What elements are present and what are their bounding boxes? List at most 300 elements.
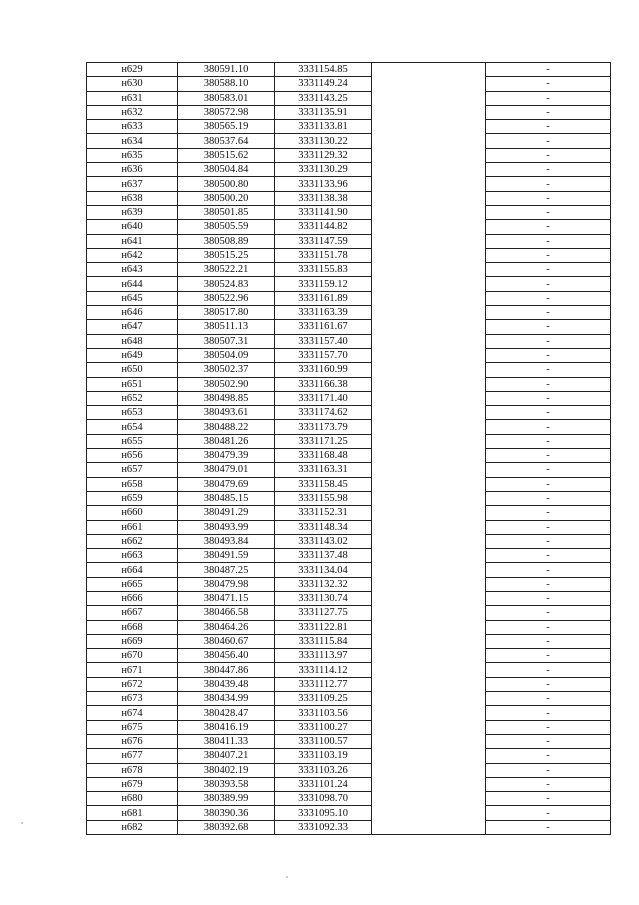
x-coordinate-cell: 380517.80 [178,306,275,320]
table-row [87,306,611,320]
y-coordinate-cell: 3331147.59 [275,234,372,248]
x-coordinate-cell: 380481.26 [178,434,275,448]
dash-cell: - [486,806,611,820]
dash-cell: - [486,591,611,605]
point-id-cell: н679 [87,777,178,791]
x-coordinate-cell: 380591.10 [178,63,275,77]
point-id-cell: н656 [87,449,178,463]
y-coordinate-cell: 3331173.79 [275,420,372,434]
point-id-cell: н672 [87,677,178,691]
x-coordinate-cell: 380515.62 [178,148,275,162]
table-row [87,148,611,162]
point-id-cell: н659 [87,491,178,505]
point-id-cell: н630 [87,77,178,91]
table-row [87,163,611,177]
y-coordinate-cell: 3331103.26 [275,763,372,777]
blank-cell [372,534,486,548]
y-coordinate-cell: 3331130.74 [275,591,372,605]
dash-cell: - [486,63,611,77]
x-coordinate-cell: 380565.19 [178,120,275,134]
x-coordinate-cell: 380572.98 [178,105,275,119]
point-id-cell: н637 [87,177,178,191]
y-coordinate-cell: 3331158.45 [275,477,372,491]
blank-cell [372,248,486,262]
table-row [87,649,611,663]
table-row [87,634,611,648]
dash-cell: - [486,205,611,219]
blank-cell [372,363,486,377]
point-id-cell: н662 [87,534,178,548]
point-id-cell: н632 [87,105,178,119]
y-coordinate-cell: 3331132.32 [275,577,372,591]
x-coordinate-cell: 380491.29 [178,506,275,520]
dash-cell: - [486,720,611,734]
table-row [87,205,611,219]
blank-cell [372,377,486,391]
point-id-cell: н644 [87,277,178,291]
point-id-cell: н676 [87,734,178,748]
dash-cell: - [486,91,611,105]
blank-cell [372,463,486,477]
y-coordinate-cell: 3331115.84 [275,634,372,648]
x-coordinate-cell: 380471.15 [178,591,275,605]
dash-cell: - [486,491,611,505]
point-id-cell: н670 [87,649,178,663]
blank-cell [372,148,486,162]
point-id-cell: н639 [87,205,178,219]
y-coordinate-cell: 3331113.97 [275,649,372,663]
dash-cell: - [486,749,611,763]
blank-cell [372,163,486,177]
x-coordinate-cell: 380479.98 [178,577,275,591]
y-coordinate-cell: 3331129.32 [275,148,372,162]
dash-cell: - [486,734,611,748]
blank-cell [372,663,486,677]
blank-cell [372,120,486,134]
dash-cell: - [486,463,611,477]
blank-cell [372,91,486,105]
y-coordinate-cell: 3331171.25 [275,434,372,448]
x-coordinate-cell: 380479.39 [178,449,275,463]
table-row [87,391,611,405]
y-coordinate-cell: 3331133.81 [275,120,372,134]
dash-cell: - [486,434,611,448]
x-coordinate-cell: 380392.68 [178,820,275,834]
point-id-cell: н677 [87,749,178,763]
point-id-cell: н651 [87,377,178,391]
point-id-cell: н682 [87,820,178,834]
x-coordinate-cell: 380389.99 [178,792,275,806]
table-row [87,663,611,677]
x-coordinate-cell: 380502.90 [178,377,275,391]
point-id-cell: н660 [87,506,178,520]
table-row [87,734,611,748]
blank-cell [372,506,486,520]
table-row [87,63,611,77]
point-id-cell: н655 [87,434,178,448]
dash-cell: - [486,263,611,277]
table-row [87,806,611,820]
point-id-cell: н647 [87,320,178,334]
dash-cell: - [486,506,611,520]
blank-cell [372,105,486,119]
x-coordinate-cell: 380505.59 [178,220,275,234]
blank-cell [372,234,486,248]
table-row [87,749,611,763]
x-coordinate-cell: 380411.33 [178,734,275,748]
y-coordinate-cell: 3331122.81 [275,620,372,634]
blank-cell [372,63,486,77]
dash-cell: - [486,606,611,620]
blank-cell [372,306,486,320]
y-coordinate-cell: 3331163.39 [275,306,372,320]
y-coordinate-cell: 3331092.33 [275,820,372,834]
point-id-cell: н645 [87,291,178,305]
table-row [87,563,611,577]
x-coordinate-cell: 380439.48 [178,677,275,691]
blank-cell [372,720,486,734]
table-row [87,577,611,591]
x-coordinate-cell: 380447.86 [178,663,275,677]
x-coordinate-cell: 380583.01 [178,91,275,105]
y-coordinate-cell: 3331127.75 [275,606,372,620]
x-coordinate-cell: 380501.85 [178,205,275,219]
dash-cell: - [486,577,611,591]
blank-cell [372,749,486,763]
point-id-cell: н663 [87,549,178,563]
x-coordinate-cell: 380500.80 [178,177,275,191]
table-row [87,720,611,734]
dash-cell: - [486,148,611,162]
dash-cell: - [486,706,611,720]
table-row [87,677,611,691]
blank-cell [372,591,486,605]
table-row [87,248,611,262]
y-coordinate-cell: 3331143.25 [275,91,372,105]
y-coordinate-cell: 3331157.70 [275,348,372,362]
y-coordinate-cell: 3331100.57 [275,734,372,748]
point-id-cell: н654 [87,420,178,434]
x-coordinate-cell: 380491.59 [178,549,275,563]
x-coordinate-cell: 380479.01 [178,463,275,477]
point-id-cell: н674 [87,706,178,720]
dash-cell: - [486,363,611,377]
table-row [87,291,611,305]
x-coordinate-cell: 380479.69 [178,477,275,491]
scan-speck [286,876,288,878]
point-id-cell: н642 [87,248,178,262]
blank-cell [372,820,486,834]
point-id-cell: н668 [87,620,178,634]
scan-speck [21,822,23,824]
dash-cell: - [486,120,611,134]
dash-cell: - [486,792,611,806]
blank-cell [372,706,486,720]
y-coordinate-cell: 3331138.38 [275,191,372,205]
point-id-cell: н633 [87,120,178,134]
blank-cell [372,177,486,191]
blank-cell [372,434,486,448]
dash-cell: - [486,220,611,234]
blank-cell [372,491,486,505]
x-coordinate-cell: 380504.09 [178,348,275,362]
y-coordinate-cell: 3331141.90 [275,205,372,219]
table-row [87,777,611,791]
blank-cell [372,205,486,219]
table-row [87,334,611,348]
x-coordinate-cell: 380507.31 [178,334,275,348]
blank-cell [372,263,486,277]
x-coordinate-cell: 380464.26 [178,620,275,634]
table-row [87,134,611,148]
blank-cell [372,677,486,691]
y-coordinate-cell: 3331137.48 [275,549,372,563]
dash-cell: - [486,320,611,334]
dash-cell: - [486,520,611,534]
x-coordinate-cell: 380493.99 [178,520,275,534]
y-coordinate-cell: 3331103.56 [275,706,372,720]
y-coordinate-cell: 3331148.34 [275,520,372,534]
x-coordinate-cell: 380498.85 [178,391,275,405]
blank-cell [372,792,486,806]
y-coordinate-cell: 3331143.02 [275,534,372,548]
point-id-cell: н666 [87,591,178,605]
y-coordinate-cell: 3331154.85 [275,63,372,77]
x-coordinate-cell: 380504.84 [178,163,275,177]
table-row [87,434,611,448]
table-row [87,820,611,834]
x-coordinate-cell: 380456.40 [178,649,275,663]
dash-cell: - [486,177,611,191]
point-id-cell: н643 [87,263,178,277]
table-row [87,348,611,362]
y-coordinate-cell: 3331157.40 [275,334,372,348]
table-row [87,591,611,605]
blank-cell [372,520,486,534]
y-coordinate-cell: 3331130.22 [275,134,372,148]
blank-cell [372,134,486,148]
coordinates-table [86,62,611,835]
blank-cell [372,406,486,420]
blank-cell [372,334,486,348]
point-id-cell: н649 [87,348,178,362]
table-row [87,477,611,491]
table-row [87,377,611,391]
point-id-cell: н629 [87,63,178,77]
point-id-cell: н650 [87,363,178,377]
dash-cell: - [486,534,611,548]
dash-cell: - [486,248,611,262]
point-id-cell: н661 [87,520,178,534]
dash-cell: - [486,477,611,491]
blank-cell [372,291,486,305]
blank-cell [372,577,486,591]
dash-cell: - [486,134,611,148]
y-coordinate-cell: 3331159.12 [275,277,372,291]
x-coordinate-cell: 380515.25 [178,248,275,262]
table-row [87,320,611,334]
y-coordinate-cell: 3331112.77 [275,677,372,691]
dash-cell: - [486,620,611,634]
point-id-cell: н667 [87,606,178,620]
table-row [87,191,611,205]
y-coordinate-cell: 3331161.67 [275,320,372,334]
point-id-cell: н636 [87,163,178,177]
dash-cell: - [486,663,611,677]
dash-cell: - [486,348,611,362]
blank-cell [372,563,486,577]
blank-cell [372,806,486,820]
x-coordinate-cell: 380487.25 [178,563,275,577]
dash-cell: - [486,391,611,405]
y-coordinate-cell: 3331101.24 [275,777,372,791]
x-coordinate-cell: 380502.37 [178,363,275,377]
y-coordinate-cell: 3331114.12 [275,663,372,677]
point-id-cell: н634 [87,134,178,148]
point-id-cell: н641 [87,234,178,248]
blank-cell [372,277,486,291]
x-coordinate-cell: 380500.20 [178,191,275,205]
y-coordinate-cell: 3331171.40 [275,391,372,405]
y-coordinate-cell: 3331095.10 [275,806,372,820]
y-coordinate-cell: 3331144.82 [275,220,372,234]
dash-cell: - [486,649,611,663]
table-row [87,363,611,377]
y-coordinate-cell: 3331151.78 [275,248,372,262]
blank-cell [372,391,486,405]
y-coordinate-cell: 3331135.91 [275,105,372,119]
y-coordinate-cell: 3331152.31 [275,506,372,520]
point-id-cell: н673 [87,692,178,706]
table-row [87,606,611,620]
table-row [87,420,611,434]
x-coordinate-cell: 380434.99 [178,692,275,706]
x-coordinate-cell: 380460.67 [178,634,275,648]
point-id-cell: н675 [87,720,178,734]
dash-cell: - [486,406,611,420]
blank-cell [372,420,486,434]
table-row [87,177,611,191]
blank-cell [372,220,486,234]
x-coordinate-cell: 380493.61 [178,406,275,420]
point-id-cell: н652 [87,391,178,405]
dash-cell: - [486,191,611,205]
y-coordinate-cell: 3331174.62 [275,406,372,420]
point-id-cell: н665 [87,577,178,591]
blank-cell [372,634,486,648]
blank-cell [372,777,486,791]
x-coordinate-cell: 380416.19 [178,720,275,734]
blank-cell [372,348,486,362]
table-row [87,763,611,777]
blank-cell [372,649,486,663]
x-coordinate-cell: 380493.84 [178,534,275,548]
y-coordinate-cell: 3331168.48 [275,449,372,463]
y-coordinate-cell: 3331134.04 [275,563,372,577]
blank-cell [372,191,486,205]
table-row [87,234,611,248]
y-coordinate-cell: 3331100.27 [275,720,372,734]
table-row [87,491,611,505]
x-coordinate-cell: 380428.47 [178,706,275,720]
dash-cell: - [486,777,611,791]
x-coordinate-cell: 380407.21 [178,749,275,763]
point-id-cell: н671 [87,663,178,677]
y-coordinate-cell: 3331098.70 [275,792,372,806]
dash-cell: - [486,234,611,248]
blank-cell [372,477,486,491]
x-coordinate-cell: 380511.13 [178,320,275,334]
x-coordinate-cell: 380485.15 [178,491,275,505]
dash-cell: - [486,291,611,305]
y-coordinate-cell: 3331149.24 [275,77,372,91]
y-coordinate-cell: 3331133.96 [275,177,372,191]
y-coordinate-cell: 3331161.89 [275,291,372,305]
table-row [87,692,611,706]
point-id-cell: н638 [87,191,178,205]
x-coordinate-cell: 380508.89 [178,234,275,248]
table-row [87,792,611,806]
y-coordinate-cell: 3331155.83 [275,263,372,277]
x-coordinate-cell: 380522.96 [178,291,275,305]
table-row [87,120,611,134]
table-row [87,263,611,277]
y-coordinate-cell: 3331163.31 [275,463,372,477]
table-row [87,77,611,91]
dash-cell: - [486,334,611,348]
point-id-cell: н680 [87,792,178,806]
dash-cell: - [486,763,611,777]
table-row [87,506,611,520]
blank-cell [372,692,486,706]
point-id-cell: н631 [87,91,178,105]
dash-cell: - [486,677,611,691]
dash-cell: - [486,692,611,706]
dash-cell: - [486,549,611,563]
y-coordinate-cell: 3331166.38 [275,377,372,391]
y-coordinate-cell: 3331130.29 [275,163,372,177]
table-row [87,277,611,291]
dash-cell: - [486,163,611,177]
point-id-cell: н635 [87,148,178,162]
point-id-cell: н664 [87,563,178,577]
x-coordinate-cell: 380522.21 [178,263,275,277]
coordinates-table-body [87,63,611,835]
y-coordinate-cell: 3331155.98 [275,491,372,505]
blank-cell [372,77,486,91]
point-id-cell: н646 [87,306,178,320]
point-id-cell: н657 [87,463,178,477]
dash-cell: - [486,820,611,834]
point-id-cell: н648 [87,334,178,348]
y-coordinate-cell: 3331103.19 [275,749,372,763]
x-coordinate-cell: 380488.22 [178,420,275,434]
table-row [87,91,611,105]
x-coordinate-cell: 380537.64 [178,134,275,148]
table-row [87,449,611,463]
dash-cell: - [486,634,611,648]
dash-cell: - [486,277,611,291]
blank-cell [372,620,486,634]
x-coordinate-cell: 380402.19 [178,763,275,777]
dash-cell: - [486,563,611,577]
dash-cell: - [486,420,611,434]
table-row [87,534,611,548]
x-coordinate-cell: 380393.58 [178,777,275,791]
x-coordinate-cell: 380588.10 [178,77,275,91]
point-id-cell: н678 [87,763,178,777]
blank-cell [372,549,486,563]
